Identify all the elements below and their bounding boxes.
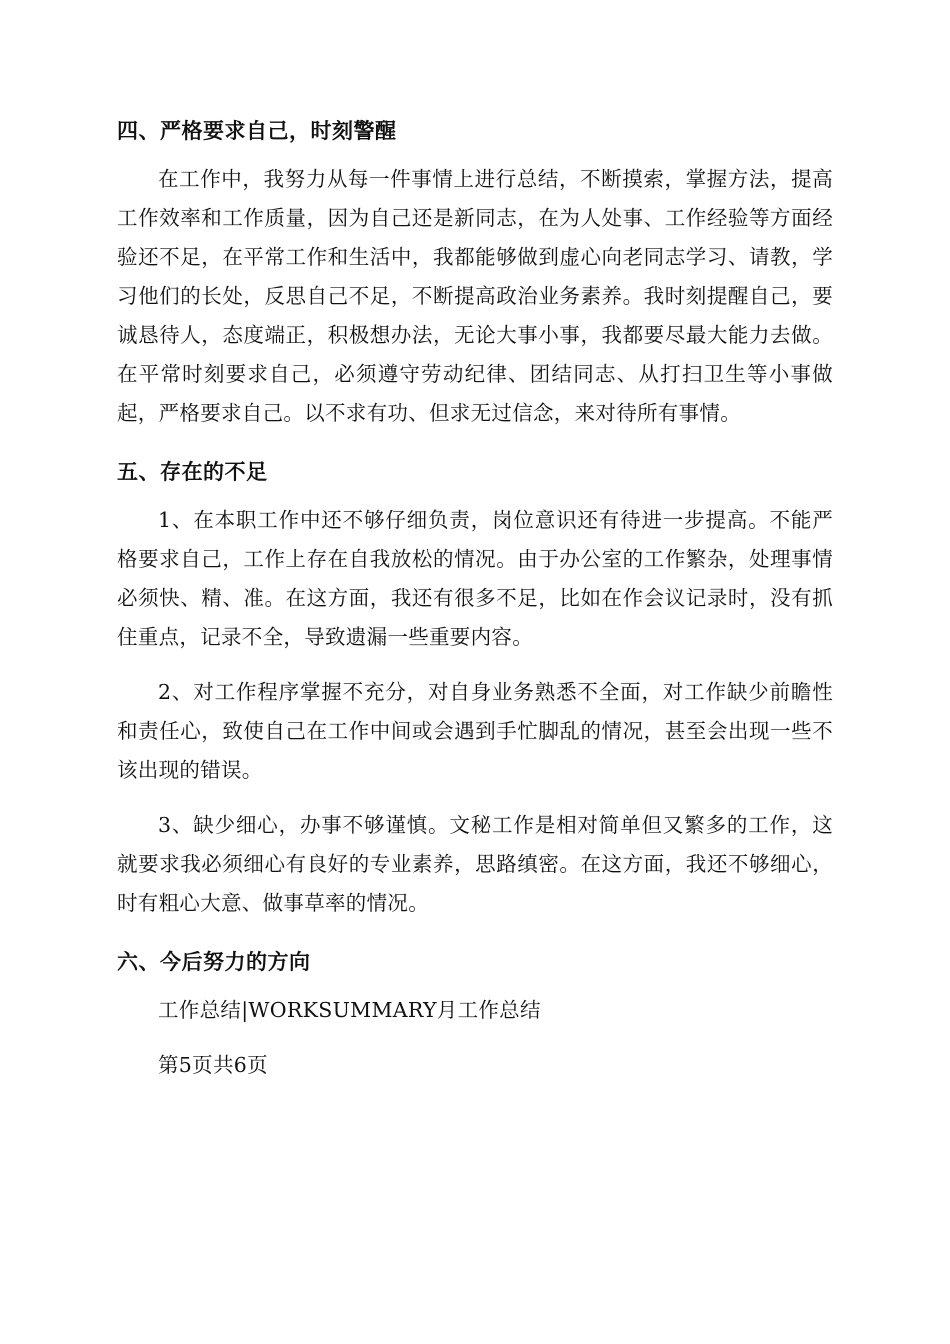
paragraph-shortcoming-1: 1、在本职工作中还不够仔细负责，岗位意识还有待进一步提高。不能严格要求自己，工作上存在自我放松的情况。由于办公室的工作繁杂，处理事情必须快、精、准。在这方面，我还有很多不足，比如在作会议记录时，没有抓住重点，记录不全，导致遗漏一些重要内容。 bbox=[117, 508, 833, 649]
document-page bbox=[117, 108, 833, 1101]
paragraph-self-discipline: 在工作中，我努力从每一件事情上进行总结，不断摸索，掌握方法，提高工作效率和工作质量，因为自己还是新同志，在为人处事、工作经验等方面经验还不足，在平常工作和生活中，我都能够做到虚心向老同志学习、请教，学习他们的长处，反思自己不足，不断提高政治业务素养。我时刻提醒自己，要诚恳待人，态度端正，积极想办法，无论大事小事，我都要尽最大能力去做。在平常时刻要求自己，必须遵守劳动纪律、团结同志、从打扫卫生等小事做起，严格要求自己。以不求有功、但求无过信念，来对待所有事情。 bbox=[117, 167, 833, 425]
footer-title-line: 工作总结|WORKSUMMARY月工作总结 bbox=[158, 998, 541, 1022]
page-number-line: 第5页共6页 bbox=[158, 1053, 268, 1077]
section-heading-5: 五、存在的不足 bbox=[117, 460, 268, 484]
paragraph-shortcoming-3: 3、缺少细心，办事不够谨慎。文秘工作是相对简单但又繁多的工作，这就要求我必须细心有良好的专业素养，思路缜密。在这方面，我还不够细心，时有粗心大意、做事草率的情况。 bbox=[117, 813, 833, 915]
paragraph-shortcoming-2: 2、对工作程序掌握不充分，对自身业务熟悉不全面，对工作缺少前瞻性和责任心，致使自己在工作中间或会遇到手忙脚乱的情况，甚至会出现一些不该出现的错误。 bbox=[117, 680, 833, 782]
section-heading-4: 四、严格要求自己，时刻警醒 bbox=[117, 119, 397, 143]
section-heading-6: 六、今后努力的方向 bbox=[117, 950, 311, 974]
